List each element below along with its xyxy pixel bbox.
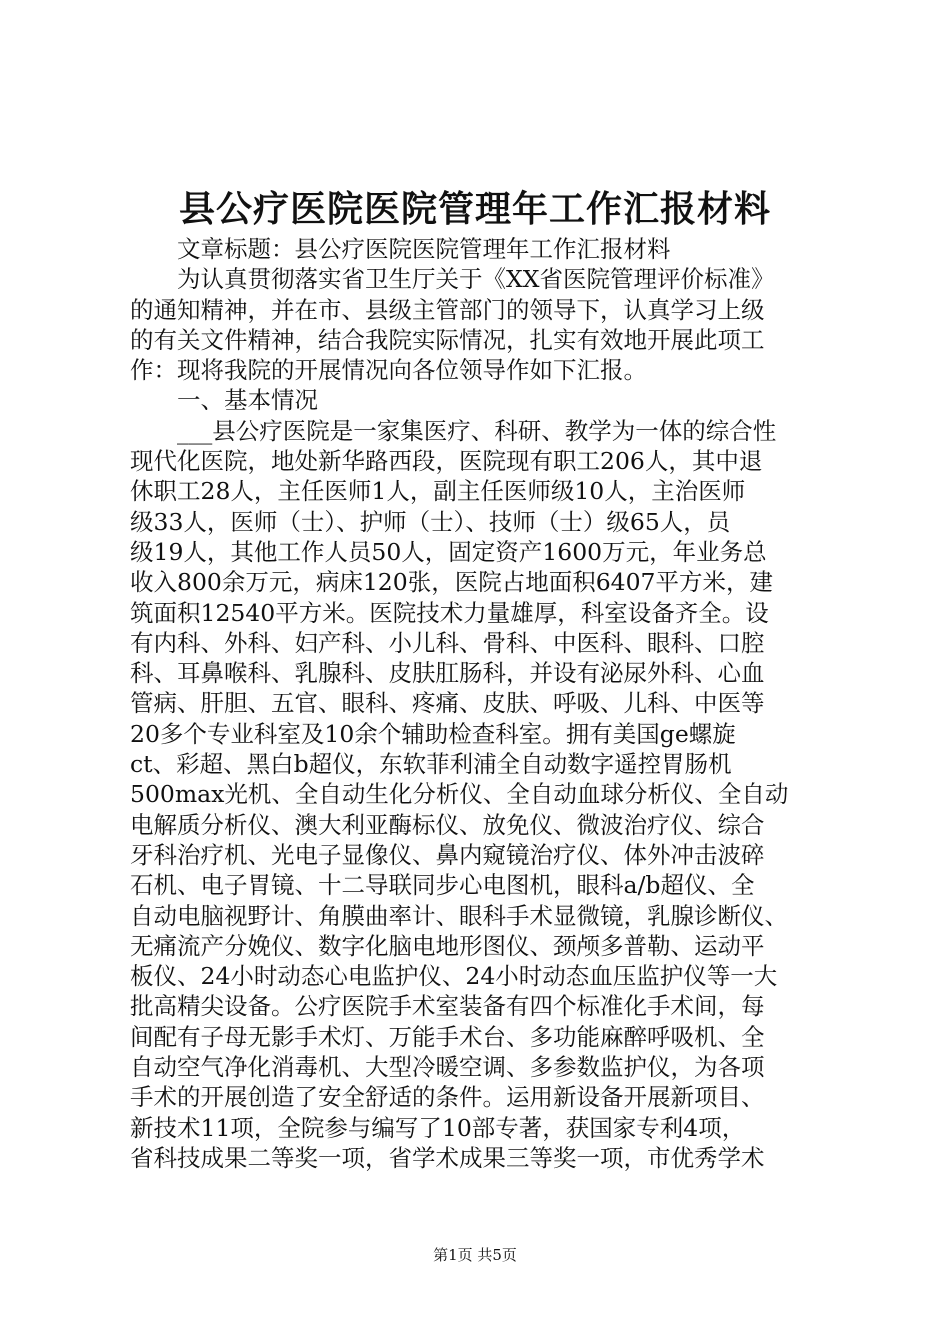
body-text-line: 的通知精神，并在市、县级主管部门的领导下，认真学习上级 [130, 295, 765, 324]
page-number-footer: 第1页 共5页 [433, 1246, 517, 1264]
body-text-line: 自动电脑视野计、角膜曲率计、眼科手术显微镜，乳腺诊断仪、 [130, 901, 788, 930]
body-text-line: 批高精尖设备。公疗医院手术室装备有四个标准化手术间，每 [130, 992, 765, 1021]
body-text-line: 一、基本情况 [177, 386, 318, 415]
body-text-line: 手术的开展创造了安全舒适的条件。运用新设备开展新项目、 [130, 1083, 765, 1112]
body-text-line: 文章标题：县公疗医院医院管理年工作汇报材料 [177, 235, 671, 263]
body-text-line: 间配有子母无影手术灯、万能手术台、多功能麻醉呼吸机、全 [130, 1022, 765, 1051]
document-body [130, 234, 836, 1173]
body-text-line: ct、彩超、黑白b超仪，东软菲利浦全自动数字遥控胃肠机 [130, 750, 732, 779]
body-text-line: 省科技成果二等奖一项，省学术成果三等奖一项，市优秀学术 [130, 1143, 765, 1172]
body-text-line: 科、耳鼻喉科、乳腺科、皮肤肛肠科，并设有泌尿外科、心血 [130, 659, 765, 688]
body-text-line: 电解质分析仪、澳大利亚酶标仪、放免仪、微波治疗仪、综合 [130, 810, 765, 839]
body-text-line: ___县公疗医院是一家集医疗、科研、教学为一体的综合性 [177, 416, 777, 445]
body-text-line: 筑面积12540平方米。医院技术力量雄厚，科室设备齐全。设 [130, 598, 769, 627]
body-text-line: 级19人，其他工作人员50人，固定资产1600万元，年业务总 [130, 537, 767, 566]
body-text-line: 石机、电子胃镜、十二导联同步心电图机，眼科a/b超仪、全 [130, 871, 755, 900]
body-text-line: 有内科、外科、妇产科、小儿科、骨科、中医科、眼科、口腔 [130, 628, 765, 657]
body-text-line: 牙科治疗机、光电子显像仪、鼻内窥镜治疗仪、体外冲击波碎 [130, 840, 765, 869]
body-text-line: 收入800余万元，病床120张，医院占地面积6407平方米，建 [130, 568, 774, 597]
body-text-line: 20多个专业科室及10余个辅助检查科室。拥有美国ge螺旋 [130, 719, 736, 748]
body-text-line: 级33人，医师（士）、护师（士）、技师（士）级65人，员 [130, 507, 731, 536]
body-text-line: 500max光机、全自动生化分析仪、全自动血球分析仪、全自动 [130, 780, 789, 809]
body-text-line: 作：现将我院的开展情况向各位领导作如下汇报。 [130, 356, 647, 385]
body-text-line: 无痛流产分娩仪、数字化脑电地形图仪、颈颅多普勒、运动平 [130, 931, 765, 960]
body-text-line: 新技术11项，全院参与编写了10部专著，获国家专利4项， [130, 1113, 746, 1142]
body-text-line: 自动空气净化消毒机、大型冷暖空调、多参数监护仪，为各项 [130, 1053, 765, 1082]
body-text-line: 的有关文件精神，结合我院实际情况，扎实有效地开展此项工 [130, 325, 765, 354]
body-text-line: 板仪、24小时动态心电监护仪、24小时动态血压监护仪等一大 [130, 962, 778, 991]
document-title: 县公疗医院医院管理年工作汇报材料 [178, 188, 771, 230]
body-text-line: 为认真贯彻落实省卫生厅关于《XX省医院管理评价标准》 [177, 265, 775, 294]
body-text-line: 休职工28人，主任医师1人，副主任医师级10人，主治医师 [130, 477, 746, 506]
body-text-line: 现代化医院，地处新华路西段，医院现有职工206人，其中退 [130, 447, 763, 476]
body-text-line: 管病、肝胆、五官、眼科、疼痛、皮肤、呼吸、儿科、中医等 [130, 689, 765, 718]
